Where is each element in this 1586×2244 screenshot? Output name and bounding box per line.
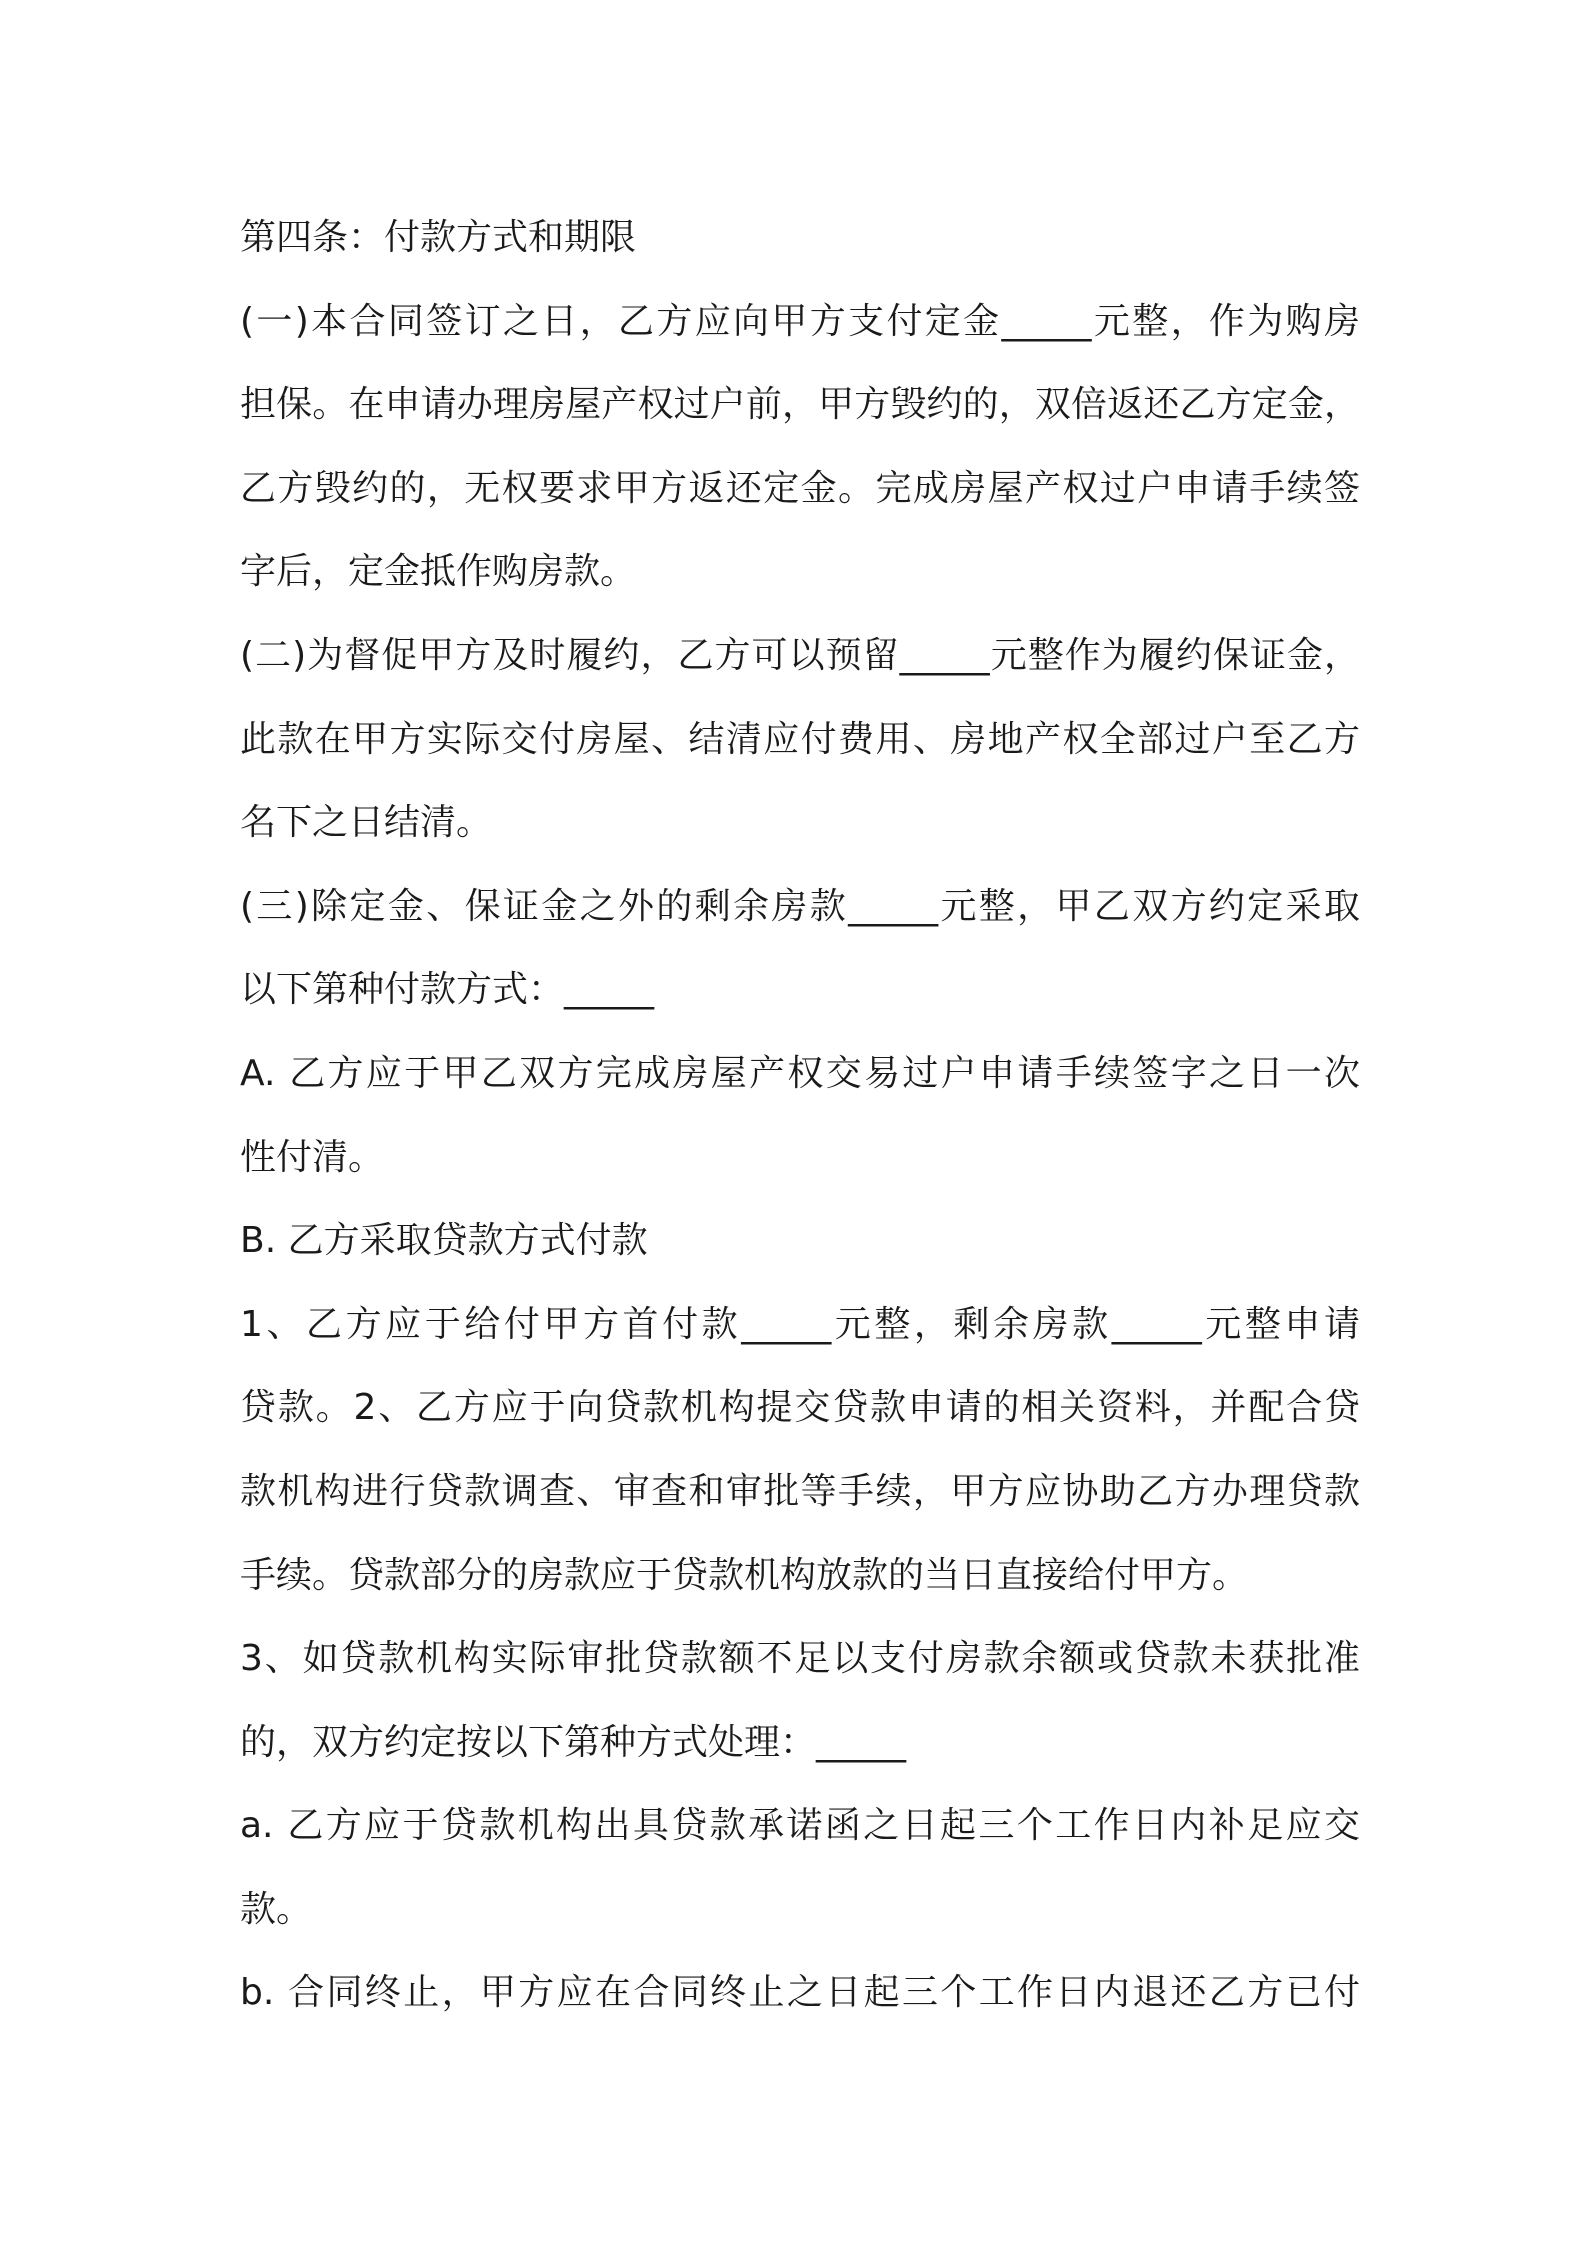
paragraph-line: 贷款。2、乙方应于向贷款机构提交贷款申请的相关资料，并配合贷 <box>240 1387 1360 1429</box>
paragraph-line: 此款在甲方实际交付房屋、结清应付费用、房地产权全部过户至乙方 <box>240 718 1360 760</box>
paragraph-line: 以下第种付款方式：_____ <box>240 969 655 1011</box>
paragraph-line: 3、如贷款机构实际审批贷款额不足以支付房款余额或贷款未获批准 <box>240 1638 1360 1680</box>
paragraph-line: B. 乙方采取贷款方式付款 <box>240 1220 648 1262</box>
paragraph-line: (三)除定金、保证金之外的剩余房款_____元整，甲乙双方约定采取 <box>240 885 1360 927</box>
contract-body <box>240 196 1360 2035</box>
paragraph-line: 担保。在申请办理房屋产权过户前，甲方毁约的，双倍返还乙方定金， <box>240 384 1360 426</box>
paragraph-line: b. 合同终止，甲方应在合同终止之日起三个工作日内退还乙方已付 <box>240 1972 1360 2014</box>
paragraph-line: (二)为督促甲方及时履约，乙方可以预留_____元整作为履约保证金， <box>240 634 1360 676</box>
paragraph-line: 乙方毁约的，无权要求甲方返还定金。完成房屋产权过户申请手续签 <box>240 467 1360 509</box>
paragraph-line: 名下之日结清。 <box>240 802 493 844</box>
paragraph-line: 款机构进行贷款调查、审查和审批等手续，甲方应协助乙方办理贷款 <box>240 1470 1360 1512</box>
section-heading: 第四条：付款方式和期限 <box>240 217 637 258</box>
paragraph-line: A. 乙方应于甲乙双方完成房屋产权交易过户申请手续签字之日一次 <box>240 1052 1360 1094</box>
paragraph-line: 款。 <box>240 1888 313 1930</box>
paragraph-line: (一)本合同签订之日，乙方应向甲方支付定金_____元整，作为购房 <box>240 300 1360 342</box>
paragraph-line: 的，双方约定按以下第种方式处理：_____ <box>240 1721 907 1763</box>
paragraph-line: 性付清。 <box>240 1136 385 1178</box>
paragraph-line: 字后，定金抵作购房款。 <box>240 551 637 593</box>
paragraph-line: 1、乙方应于给付甲方首付款_____元整，剩余房款_____元整申请 <box>240 1303 1360 1345</box>
paragraph-line: 手续。贷款部分的房款应于贷款机构放款的当日直接给付甲方。 <box>240 1554 1249 1596</box>
paragraph-line: a. 乙方应于贷款机构出具贷款承诺函之日起三个工作日内补足应交 <box>240 1805 1360 1847</box>
